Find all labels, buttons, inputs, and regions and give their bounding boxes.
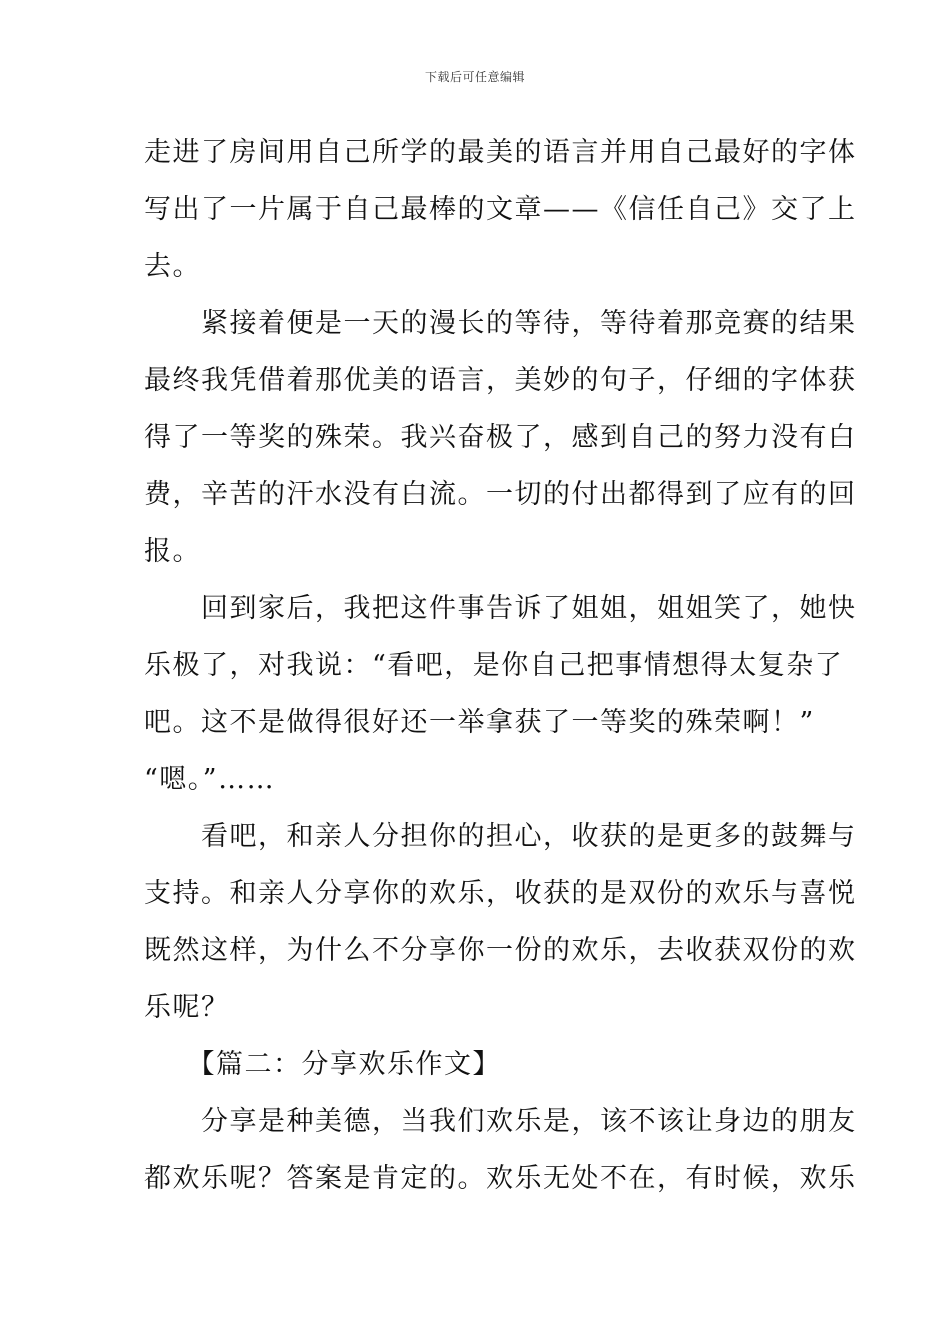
text-line: 乐呢？ (144, 992, 230, 1023)
text-line: 去。 (144, 251, 201, 282)
text-line: 走进了房间用自己所学的最美的语言并用自己最好的字体 (144, 137, 857, 168)
text-line: 写出了一片属于自己最棒的文章——《信任自己》交了上 (144, 194, 857, 225)
header-note: 下载后可任意编辑 (424, 70, 525, 84)
text-line: 吧。这不是做得很好还一举拿获了一等奖的殊荣啊！” (144, 707, 815, 738)
text-line: 回到家后，我把这件事告诉了姐姐，姐姐笑了，她快 (144, 593, 857, 624)
text-line: “嗯。”…… (144, 764, 276, 795)
text-line: 紧接着便是一天的漫长的等待，等待着那竞赛的结果 (144, 308, 857, 339)
text-line: 最终我凭借着那优美的语言，美妙的句子，仔细的字体获 (144, 365, 857, 396)
section-heading: 【篇二：分享欢乐作文】 (144, 1049, 501, 1080)
text-line: 报。 (144, 536, 201, 567)
text-line: 看吧，和亲人分担你的担心，收获的是更多的鼓舞与 (144, 821, 857, 852)
text-line: 乐极了，对我说：“看吧，是你自己把事情想得太复杂了 (144, 650, 844, 681)
text-line: 得了一等奖的殊荣。我兴奋极了，感到自己的努力没有白 (144, 422, 857, 453)
text-line: 分享是种美德，当我们欢乐是，该不该让身边的朋友 (144, 1106, 857, 1137)
text-line: 费，辛苦的汗水没有白流。一切的付出都得到了应有的回 (144, 479, 857, 510)
text-line: 既然这样，为什么不分享你一份的欢乐，去收获双份的欢 (144, 935, 857, 966)
text-line: 支持。和亲人分享你的欢乐，收获的是双份的欢乐与喜悦 (144, 878, 857, 909)
text-line: 都欢乐呢？答案是肯定的。欢乐无处不在，有时候，欢乐 (144, 1163, 857, 1194)
